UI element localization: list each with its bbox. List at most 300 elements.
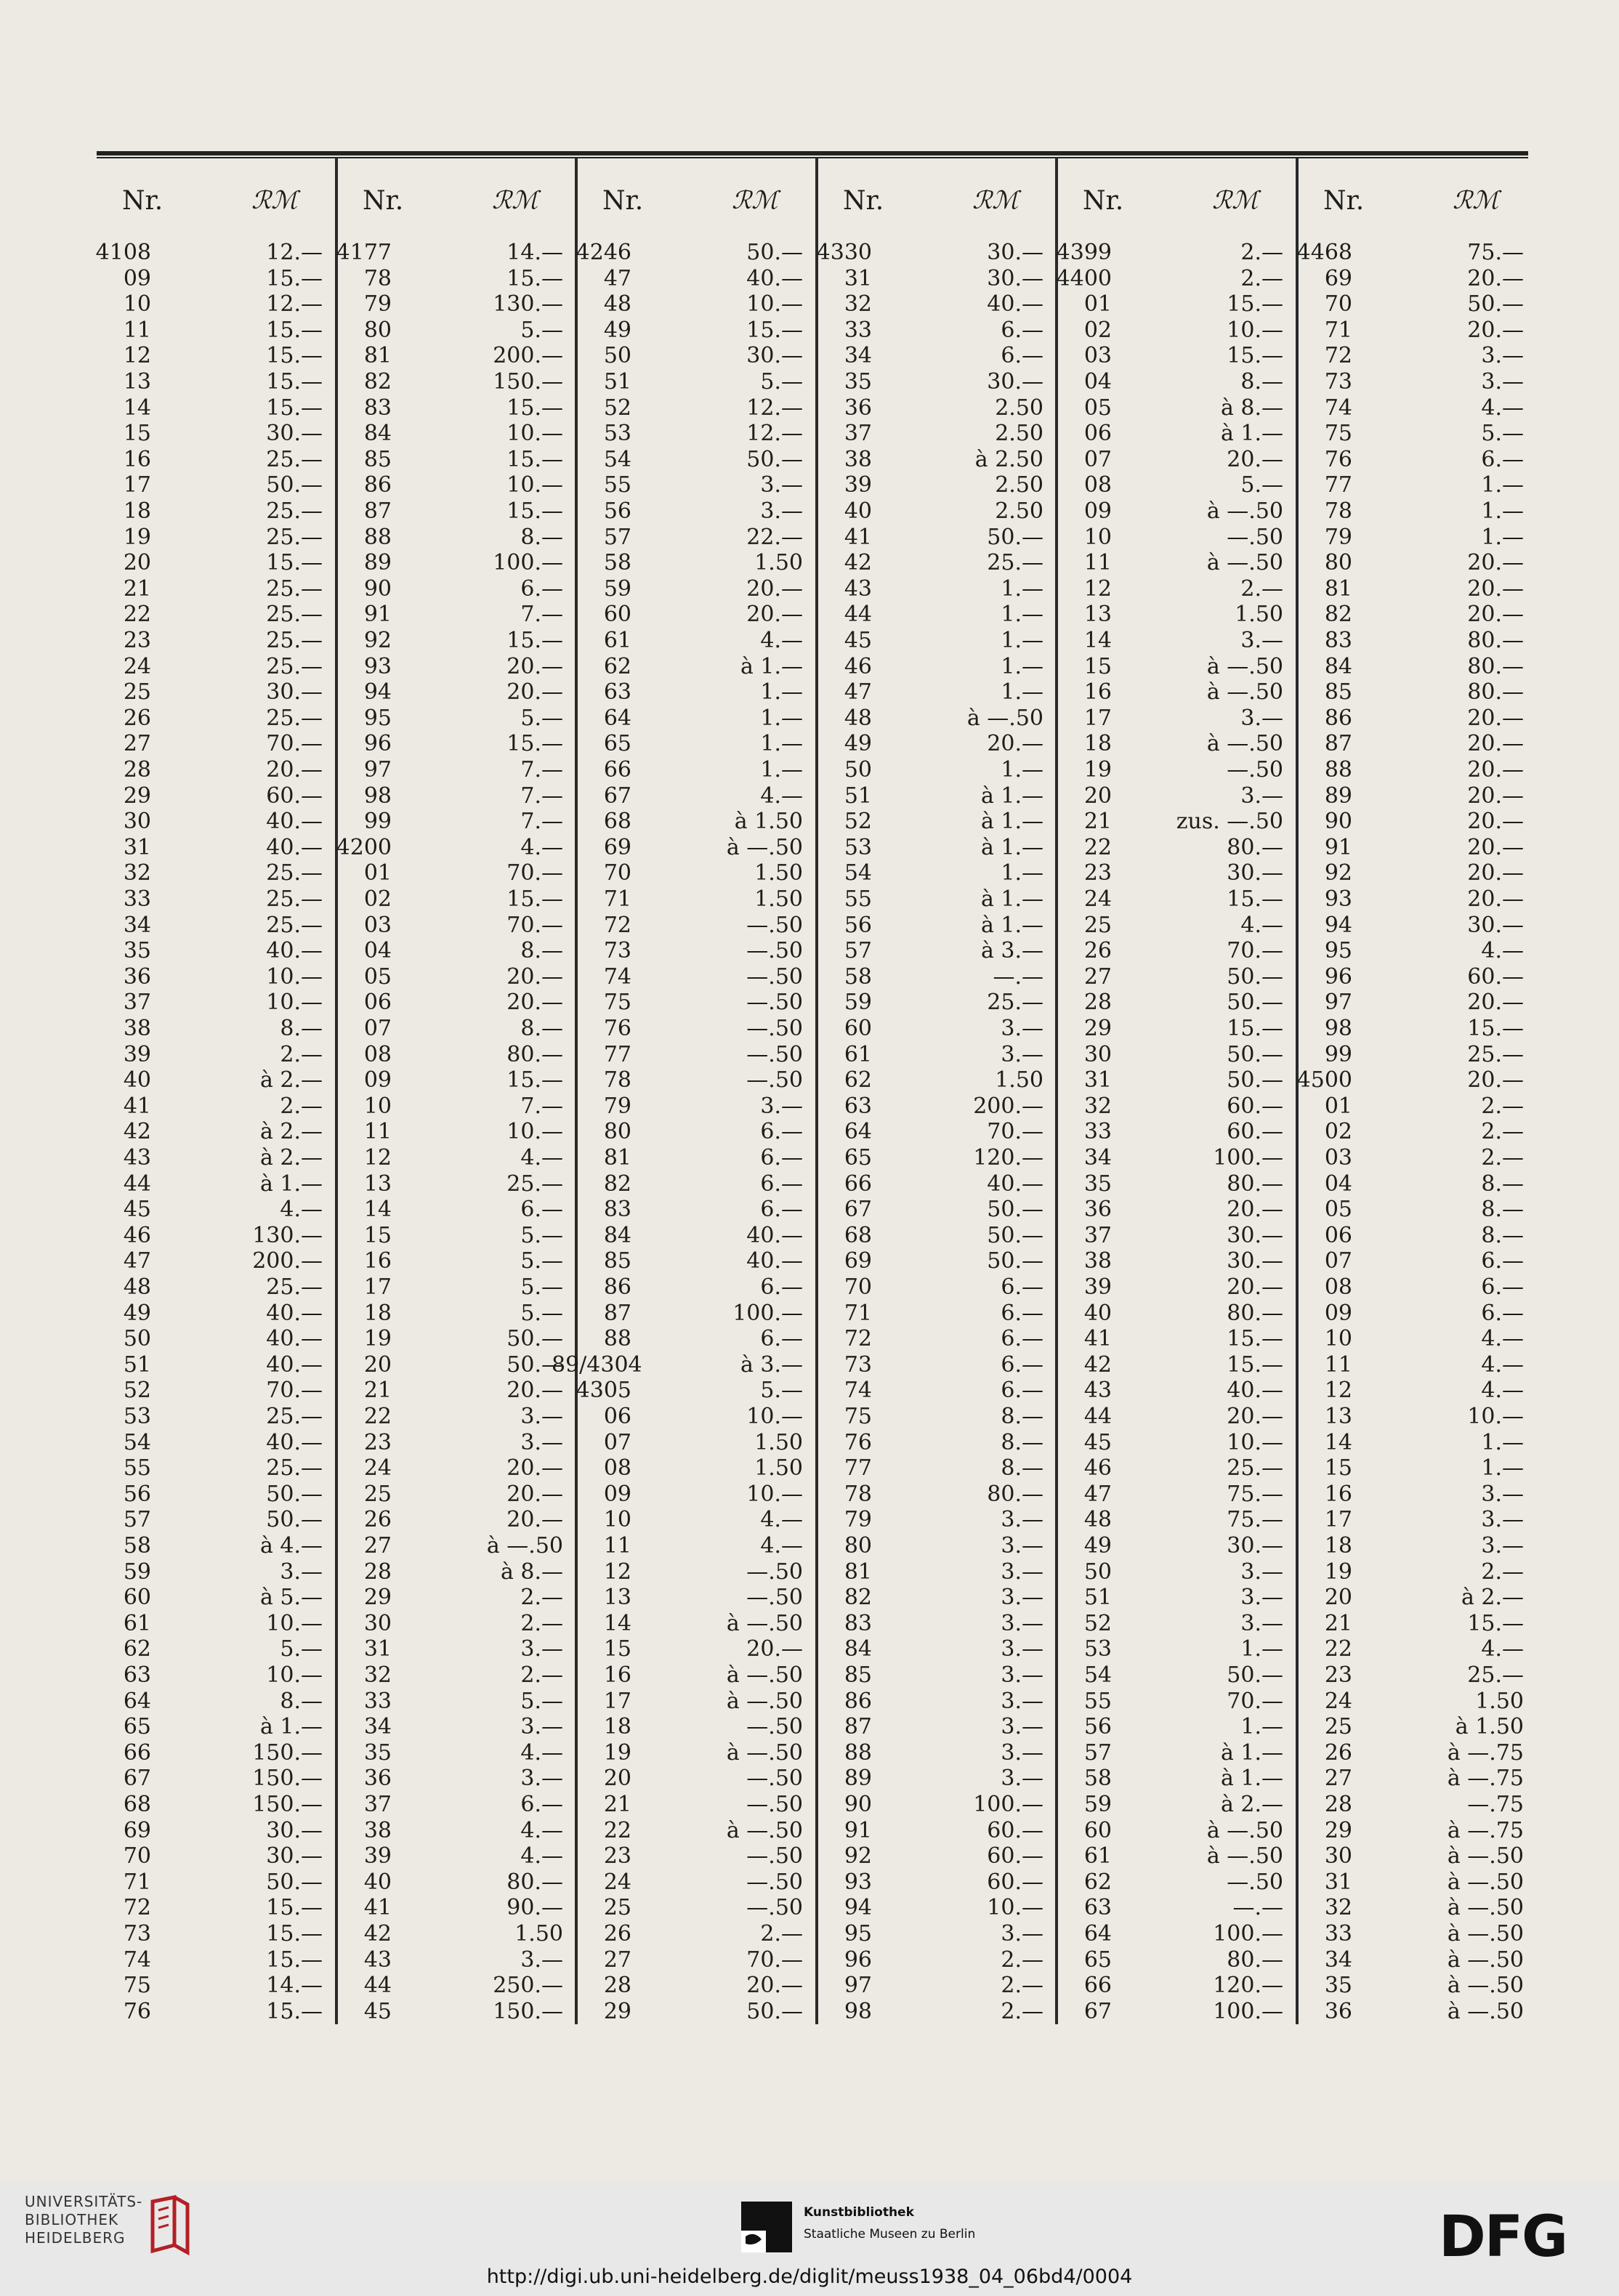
item-number: 83 — [844, 1610, 872, 1636]
item-price: 50.— — [266, 472, 323, 498]
item-number: 58 — [603, 550, 631, 576]
item-number: 80 — [363, 317, 392, 343]
item-price: 20.— — [1467, 886, 1524, 912]
item-price: à 1.— — [1220, 1766, 1283, 1792]
page-url[interactable]: http://digi.ub.uni-heidelberg.de/diglit/meuss1938_04_06bd4/0004 — [486, 2265, 1133, 2288]
item-price: 20.— — [1467, 783, 1524, 809]
item-number: 49 — [844, 731, 872, 757]
item-number: 24 — [363, 1455, 392, 1482]
item-number: 4500 — [1296, 1067, 1352, 1094]
item-price: 40.— — [1227, 1378, 1283, 1404]
item-price: 50.— — [1227, 990, 1283, 1016]
item-number: 27 — [603, 1947, 631, 1973]
item-price: 15.— — [266, 265, 323, 291]
item-number: 07 — [1083, 446, 1112, 472]
item-number: 26 — [603, 1921, 631, 1947]
item-price: —.50 — [746, 1067, 803, 1094]
item-number: 10 — [1083, 524, 1112, 550]
item-number: 50 — [844, 757, 872, 783]
item-number: 78 — [844, 1481, 872, 1507]
item-number: 64 — [603, 705, 631, 731]
item-number: 34 — [1324, 1947, 1352, 1973]
university-library-logo[interactable] — [25, 2193, 142, 2247]
item-price: 1.50 — [754, 1429, 803, 1455]
item-price: 3.— — [1240, 705, 1283, 731]
item-number: 87 — [1324, 731, 1352, 757]
header-nr: Nr. — [602, 186, 644, 216]
item-price: 4.— — [1481, 395, 1524, 421]
item-number: 81 — [603, 1145, 631, 1171]
item-number: 22 — [123, 602, 151, 628]
item-number: 09 — [363, 1067, 392, 1094]
item-number: 70 — [1324, 291, 1352, 318]
item-number: 28 — [603, 1973, 631, 1999]
header-nr: Nr. — [1323, 186, 1365, 216]
item-price: 50.— — [506, 1326, 563, 1352]
item-number: 41 — [844, 524, 872, 550]
item-number: 66 — [123, 1739, 151, 1766]
item-number: 74 — [1324, 395, 1352, 421]
item-price: 25.— — [987, 990, 1043, 1016]
item-price: 4.— — [1481, 938, 1524, 964]
item-number: 88 — [844, 1739, 872, 1766]
item-number: 30 — [123, 809, 151, 835]
item-number: 66 — [844, 1171, 872, 1197]
item-price: 6.— — [1481, 446, 1524, 472]
header-nr: Nr. — [843, 186, 884, 216]
item-number: 53 — [603, 421, 631, 447]
item-price: à 2.50 — [974, 446, 1043, 472]
item-price: à —.50 — [1206, 1817, 1283, 1843]
item-price: 3.— — [1240, 1585, 1283, 1611]
item-price: à —.50 — [486, 1533, 563, 1559]
item-price: 2.— — [1240, 575, 1283, 602]
item-price: 10.— — [266, 1662, 323, 1688]
item-price: 12.— — [266, 291, 323, 318]
item-number: 52 — [1083, 1610, 1112, 1636]
item-number: 03 — [1324, 1145, 1352, 1171]
item-number: 01 — [1324, 1093, 1352, 1119]
item-number: 74 — [844, 1378, 872, 1404]
item-number: 85 — [844, 1662, 872, 1688]
item-number: 4246 — [576, 240, 631, 265]
item-price: 22.— — [746, 524, 803, 550]
item-price: à —.50 — [1447, 1947, 1524, 1973]
item-price: 25.— — [266, 575, 323, 602]
item-price: à 2.— — [259, 1119, 323, 1145]
item-number: 76 — [844, 1429, 872, 1455]
item-price: 8.— — [1001, 1429, 1043, 1455]
item-number: 73 — [603, 938, 631, 964]
item-price: 3.— — [1240, 1610, 1283, 1636]
item-price: à —.75 — [1447, 1766, 1524, 1792]
item-number: 11 — [1324, 1351, 1352, 1378]
item-price: 50.— — [987, 524, 1043, 550]
item-price: 6.— — [1481, 1274, 1524, 1300]
item-number: 84 — [363, 421, 392, 447]
item-price: —.50 — [746, 1869, 803, 1895]
item-price: 3.— — [1001, 1507, 1043, 1533]
item-price: —.50 — [746, 963, 803, 990]
item-number: 4305 — [576, 1378, 631, 1404]
item-price: 15.— — [1227, 1016, 1283, 1041]
header-rm: ℛℳ — [1453, 186, 1499, 215]
item-number: 75 — [844, 1404, 872, 1429]
item-number: 25 — [1324, 1714, 1352, 1740]
item-price: à —.50 — [1206, 679, 1283, 706]
item-price: 100.— — [1213, 1998, 1283, 2024]
item-price: 8.— — [1481, 1197, 1524, 1223]
item-number: 29 — [1083, 1016, 1112, 1041]
item-number: 21 — [363, 1378, 392, 1404]
item-price: 3.— — [1001, 1739, 1043, 1766]
item-price: 15.— — [1467, 1610, 1524, 1636]
item-price: 15.— — [266, 369, 323, 395]
item-price: 5.— — [1481, 421, 1524, 447]
item-number: 19 — [363, 1326, 392, 1352]
item-price: 50.— — [987, 1197, 1043, 1223]
item-price: —.50 — [746, 1585, 803, 1611]
item-price: 1.50 — [754, 860, 803, 886]
item-price: 60.— — [266, 783, 323, 809]
item-price: 6.— — [760, 1274, 803, 1300]
item-price: 4.— — [280, 1197, 323, 1223]
item-number: 21 — [1324, 1610, 1352, 1636]
item-price: à 1.— — [1220, 1739, 1283, 1766]
item-price: 10.— — [746, 1481, 803, 1507]
item-number: 14 — [1324, 1429, 1352, 1455]
item-price: 15.— — [746, 317, 803, 343]
item-price: 2.— — [520, 1585, 563, 1611]
item-number: 16 — [1083, 679, 1112, 706]
item-number: 54 — [844, 860, 872, 886]
item-number: 45 — [844, 628, 872, 653]
item-price: 40.— — [266, 809, 323, 835]
item-number: 40 — [123, 1067, 151, 1094]
item-price: à —.50 — [1206, 550, 1283, 576]
item-price: à 1.— — [980, 809, 1043, 835]
item-number: 30 — [363, 1610, 392, 1636]
item-price: 1.— — [1481, 472, 1524, 498]
item-number: 32 — [363, 1662, 392, 1688]
item-price: 2.50 — [995, 498, 1043, 524]
item-price: à —.50 — [726, 1817, 803, 1843]
item-number: 56 — [123, 1481, 151, 1507]
item-price: 25.— — [266, 498, 323, 524]
item-number: 32 — [1324, 1895, 1352, 1921]
item-number: 4330 — [816, 240, 872, 265]
item-number: 69 — [1324, 265, 1352, 291]
item-price: à 1.50 — [1455, 1714, 1524, 1740]
item-price: 3.— — [1481, 1481, 1524, 1507]
item-number: 10 — [363, 1093, 392, 1119]
item-number: 54 — [1083, 1662, 1112, 1688]
item-price: 20.— — [506, 1455, 563, 1482]
item-price: 100.— — [493, 550, 563, 576]
item-price: 15.— — [506, 886, 563, 912]
item-price: à —.50 — [1206, 653, 1283, 679]
item-number: 15 — [363, 1222, 392, 1248]
item-number: 24 — [603, 1869, 631, 1895]
item-price: 3.— — [520, 1404, 563, 1429]
item-price: 3.— — [1001, 1688, 1043, 1714]
item-price: 1.— — [760, 705, 803, 731]
item-number: 84 — [603, 1222, 631, 1248]
item-number: 48 — [1083, 1507, 1112, 1533]
item-price: 2.— — [1001, 1998, 1043, 2024]
item-price: à —.50 — [726, 1662, 803, 1688]
item-number: 51 — [123, 1351, 151, 1378]
item-number: 25 — [603, 1895, 631, 1921]
item-number: 23 — [1324, 1662, 1352, 1688]
item-number: 72 — [844, 1326, 872, 1352]
item-price: 20.— — [506, 1481, 563, 1507]
item-price: 12.— — [266, 240, 323, 265]
item-number: 25 — [1083, 912, 1112, 938]
item-number: 23 — [363, 1429, 392, 1455]
item-price: 20.— — [746, 1636, 803, 1662]
item-price: 8.— — [1001, 1455, 1043, 1482]
item-price: à —.50 — [726, 1739, 803, 1766]
item-price: 40.— — [266, 834, 323, 860]
item-price: 20.— — [506, 1507, 563, 1533]
item-price: 8.— — [1481, 1222, 1524, 1248]
item-price: 60.— — [1227, 1119, 1283, 1145]
item-price: 50.— — [1467, 291, 1524, 318]
item-number: 74 — [123, 1947, 151, 1973]
item-price: à 3.— — [740, 1351, 803, 1378]
item-number: 20 — [603, 1766, 631, 1792]
item-number: 13 — [1083, 602, 1112, 628]
item-price: 2.— — [520, 1610, 563, 1636]
item-number: 72 — [123, 1895, 151, 1921]
item-price: 30.— — [987, 265, 1043, 291]
item-number: 41 — [363, 1895, 392, 1921]
item-number: 22 — [363, 1404, 392, 1429]
item-number: 32 — [844, 291, 872, 318]
item-number: 46 — [123, 1222, 151, 1248]
item-price: —.50 — [746, 1792, 803, 1817]
item-number: 66 — [1083, 1973, 1112, 1999]
university-emblem-icon — [145, 2194, 192, 2255]
item-price: 6.— — [760, 1145, 803, 1171]
item-price: 7.— — [520, 809, 563, 835]
item-price: 30.— — [266, 421, 323, 447]
item-number: 17 — [123, 472, 151, 498]
item-price: —.50 — [746, 938, 803, 964]
item-number: 33 — [1083, 1119, 1112, 1145]
item-price: 20.— — [506, 679, 563, 706]
item-number: 19 — [1324, 1559, 1352, 1585]
item-number: 95 — [844, 1921, 872, 1947]
item-price: —.50 — [746, 1559, 803, 1585]
item-number: 56 — [844, 912, 872, 938]
item-number: 10 — [603, 1507, 631, 1533]
item-number: 15 — [1324, 1455, 1352, 1482]
item-number: 14 — [363, 1197, 392, 1223]
item-number: 15 — [123, 421, 151, 447]
item-price: 2.— — [1481, 1119, 1524, 1145]
item-number: 96 — [844, 1947, 872, 1973]
item-price: 1.— — [1481, 498, 1524, 524]
item-number: 37 — [1083, 1222, 1112, 1248]
item-price: 1.— — [1481, 1429, 1524, 1455]
item-price: 1.— — [1001, 679, 1043, 706]
item-number: 18 — [1083, 731, 1112, 757]
item-price: 30.— — [1227, 1222, 1283, 1248]
item-price: 20.— — [1467, 317, 1524, 343]
item-number: 38 — [123, 1016, 151, 1041]
item-number: 83 — [603, 1197, 631, 1223]
item-number: 59 — [603, 575, 631, 602]
item-price: 6.— — [760, 1197, 803, 1223]
item-number: 92 — [1324, 860, 1352, 886]
item-number: 44 — [123, 1171, 151, 1197]
item-number: 12 — [1083, 575, 1112, 602]
item-price: 4.— — [520, 1739, 563, 1766]
item-price: 4.— — [1481, 1636, 1524, 1662]
item-number: 38 — [363, 1817, 392, 1843]
item-price: 50.— — [987, 1222, 1043, 1248]
item-number: 39 — [844, 472, 872, 498]
item-price: —.50 — [746, 912, 803, 938]
item-price: 6.— — [520, 575, 563, 602]
item-number: 28 — [1324, 1792, 1352, 1817]
item-number: 48 — [123, 1274, 151, 1300]
item-number: 21 — [123, 575, 151, 602]
item-price: à —.50 — [1447, 1921, 1524, 1947]
item-number: 71 — [844, 1300, 872, 1326]
item-price: 3.— — [1001, 1714, 1043, 1740]
item-number: 50 — [603, 343, 631, 369]
item-number: 08 — [1324, 1274, 1352, 1300]
dfg-logo[interactable]: DFG — [1439, 2204, 1567, 2270]
item-price: à 5.— — [259, 1585, 323, 1611]
item-number: 51 — [603, 369, 631, 395]
item-price: 25.— — [1227, 1455, 1283, 1482]
item-price: 1.— — [1481, 524, 1524, 550]
item-number: 03 — [363, 912, 392, 938]
item-price: 50.— — [746, 240, 803, 265]
item-price: à 2.— — [1220, 1792, 1283, 1817]
item-number: 67 — [1083, 1998, 1112, 2024]
item-number: 60 — [1083, 1817, 1112, 1843]
item-price: 10.— — [1227, 1429, 1283, 1455]
item-price: 80.— — [1227, 1300, 1283, 1326]
item-price: 75.— — [1227, 1507, 1283, 1533]
item-price: 6.— — [520, 1792, 563, 1817]
item-price: 50.— — [746, 1998, 803, 2024]
item-price: 3.— — [1240, 1559, 1283, 1585]
item-number: 17 — [1083, 705, 1112, 731]
item-number: 46 — [1083, 1455, 1112, 1482]
item-number: 81 — [1324, 575, 1352, 602]
item-number: 97 — [363, 757, 392, 783]
item-price: 3.— — [1001, 1766, 1043, 1792]
item-number: 61 — [844, 1041, 872, 1067]
item-number: 13 — [363, 1171, 392, 1197]
item-price: 3.— — [1481, 1507, 1524, 1533]
item-number: 41 — [1083, 1326, 1112, 1352]
item-price: 1.— — [1481, 1455, 1524, 1482]
item-number: 87 — [603, 1300, 631, 1326]
item-price: 60.— — [987, 1843, 1043, 1869]
item-number: 84 — [844, 1636, 872, 1662]
item-number: 02 — [1324, 1119, 1352, 1145]
item-number: 10 — [123, 291, 151, 318]
item-number: 91 — [1324, 834, 1352, 860]
item-price: 2.50 — [995, 395, 1043, 421]
item-number: 98 — [844, 1998, 872, 2024]
item-price: 100.— — [973, 1792, 1043, 1817]
item-number: 36 — [123, 963, 151, 990]
item-number: 87 — [363, 498, 392, 524]
item-price: 1.50 — [514, 1921, 563, 1947]
item-number: 19 — [123, 524, 151, 550]
item-number: 45 — [123, 1197, 151, 1223]
item-price: 20.— — [506, 963, 563, 990]
item-number: 31 — [844, 265, 872, 291]
item-number: 98 — [1324, 1016, 1352, 1041]
item-number: 05 — [1324, 1197, 1352, 1223]
item-price: à —.50 — [1447, 1895, 1524, 1921]
item-number: 69 — [603, 834, 631, 860]
item-price: —.50 — [1227, 524, 1283, 550]
item-number: 23 — [1083, 860, 1112, 886]
item-number: 75 — [1324, 421, 1352, 447]
item-price: 5.— — [520, 1274, 563, 1300]
item-number: 4399 — [1056, 240, 1112, 265]
item-number: 44 — [363, 1973, 392, 1999]
item-number: 01 — [1083, 291, 1112, 318]
item-price: 1.— — [760, 731, 803, 757]
kunstbibliothek-text[interactable] — [804, 2202, 975, 2245]
item-number: 48 — [844, 705, 872, 731]
item-price: 6.— — [1001, 1300, 1043, 1326]
item-number: 71 — [1324, 317, 1352, 343]
item-number: 39 — [123, 1041, 151, 1067]
item-price: 80.— — [1467, 679, 1524, 706]
item-number: 38 — [1083, 1248, 1112, 1274]
item-number: 89 — [363, 550, 392, 576]
item-price: 1.50 — [995, 1067, 1043, 1094]
item-number: 09 — [123, 265, 151, 291]
item-number: 76 — [1324, 446, 1352, 472]
item-number: 90 — [1324, 809, 1352, 835]
item-price: 1.50 — [754, 550, 803, 576]
item-number: 33 — [1324, 1921, 1352, 1947]
item-number: 60 — [123, 1585, 151, 1611]
item-number: 14 — [603, 1610, 631, 1636]
item-price: 2.— — [760, 1921, 803, 1947]
item-price: 20.— — [1467, 990, 1524, 1016]
item-price: 4.— — [520, 1145, 563, 1171]
item-number: 13 — [603, 1585, 631, 1611]
item-number: 59 — [123, 1559, 151, 1585]
item-price: 6.— — [760, 1119, 803, 1145]
item-price: 4.— — [760, 628, 803, 653]
item-number: 31 — [1083, 1067, 1112, 1094]
item-number: 11 — [1083, 550, 1112, 576]
item-number: 96 — [363, 731, 392, 757]
item-number: 34 — [1083, 1145, 1112, 1171]
item-price: 3.— — [280, 1559, 323, 1585]
item-price: —.50 — [1227, 1869, 1283, 1895]
item-price: 40.— — [987, 291, 1043, 318]
item-price: 3.— — [1001, 1585, 1043, 1611]
item-number: 56 — [603, 498, 631, 524]
item-price: zus. —.50 — [1176, 809, 1283, 835]
